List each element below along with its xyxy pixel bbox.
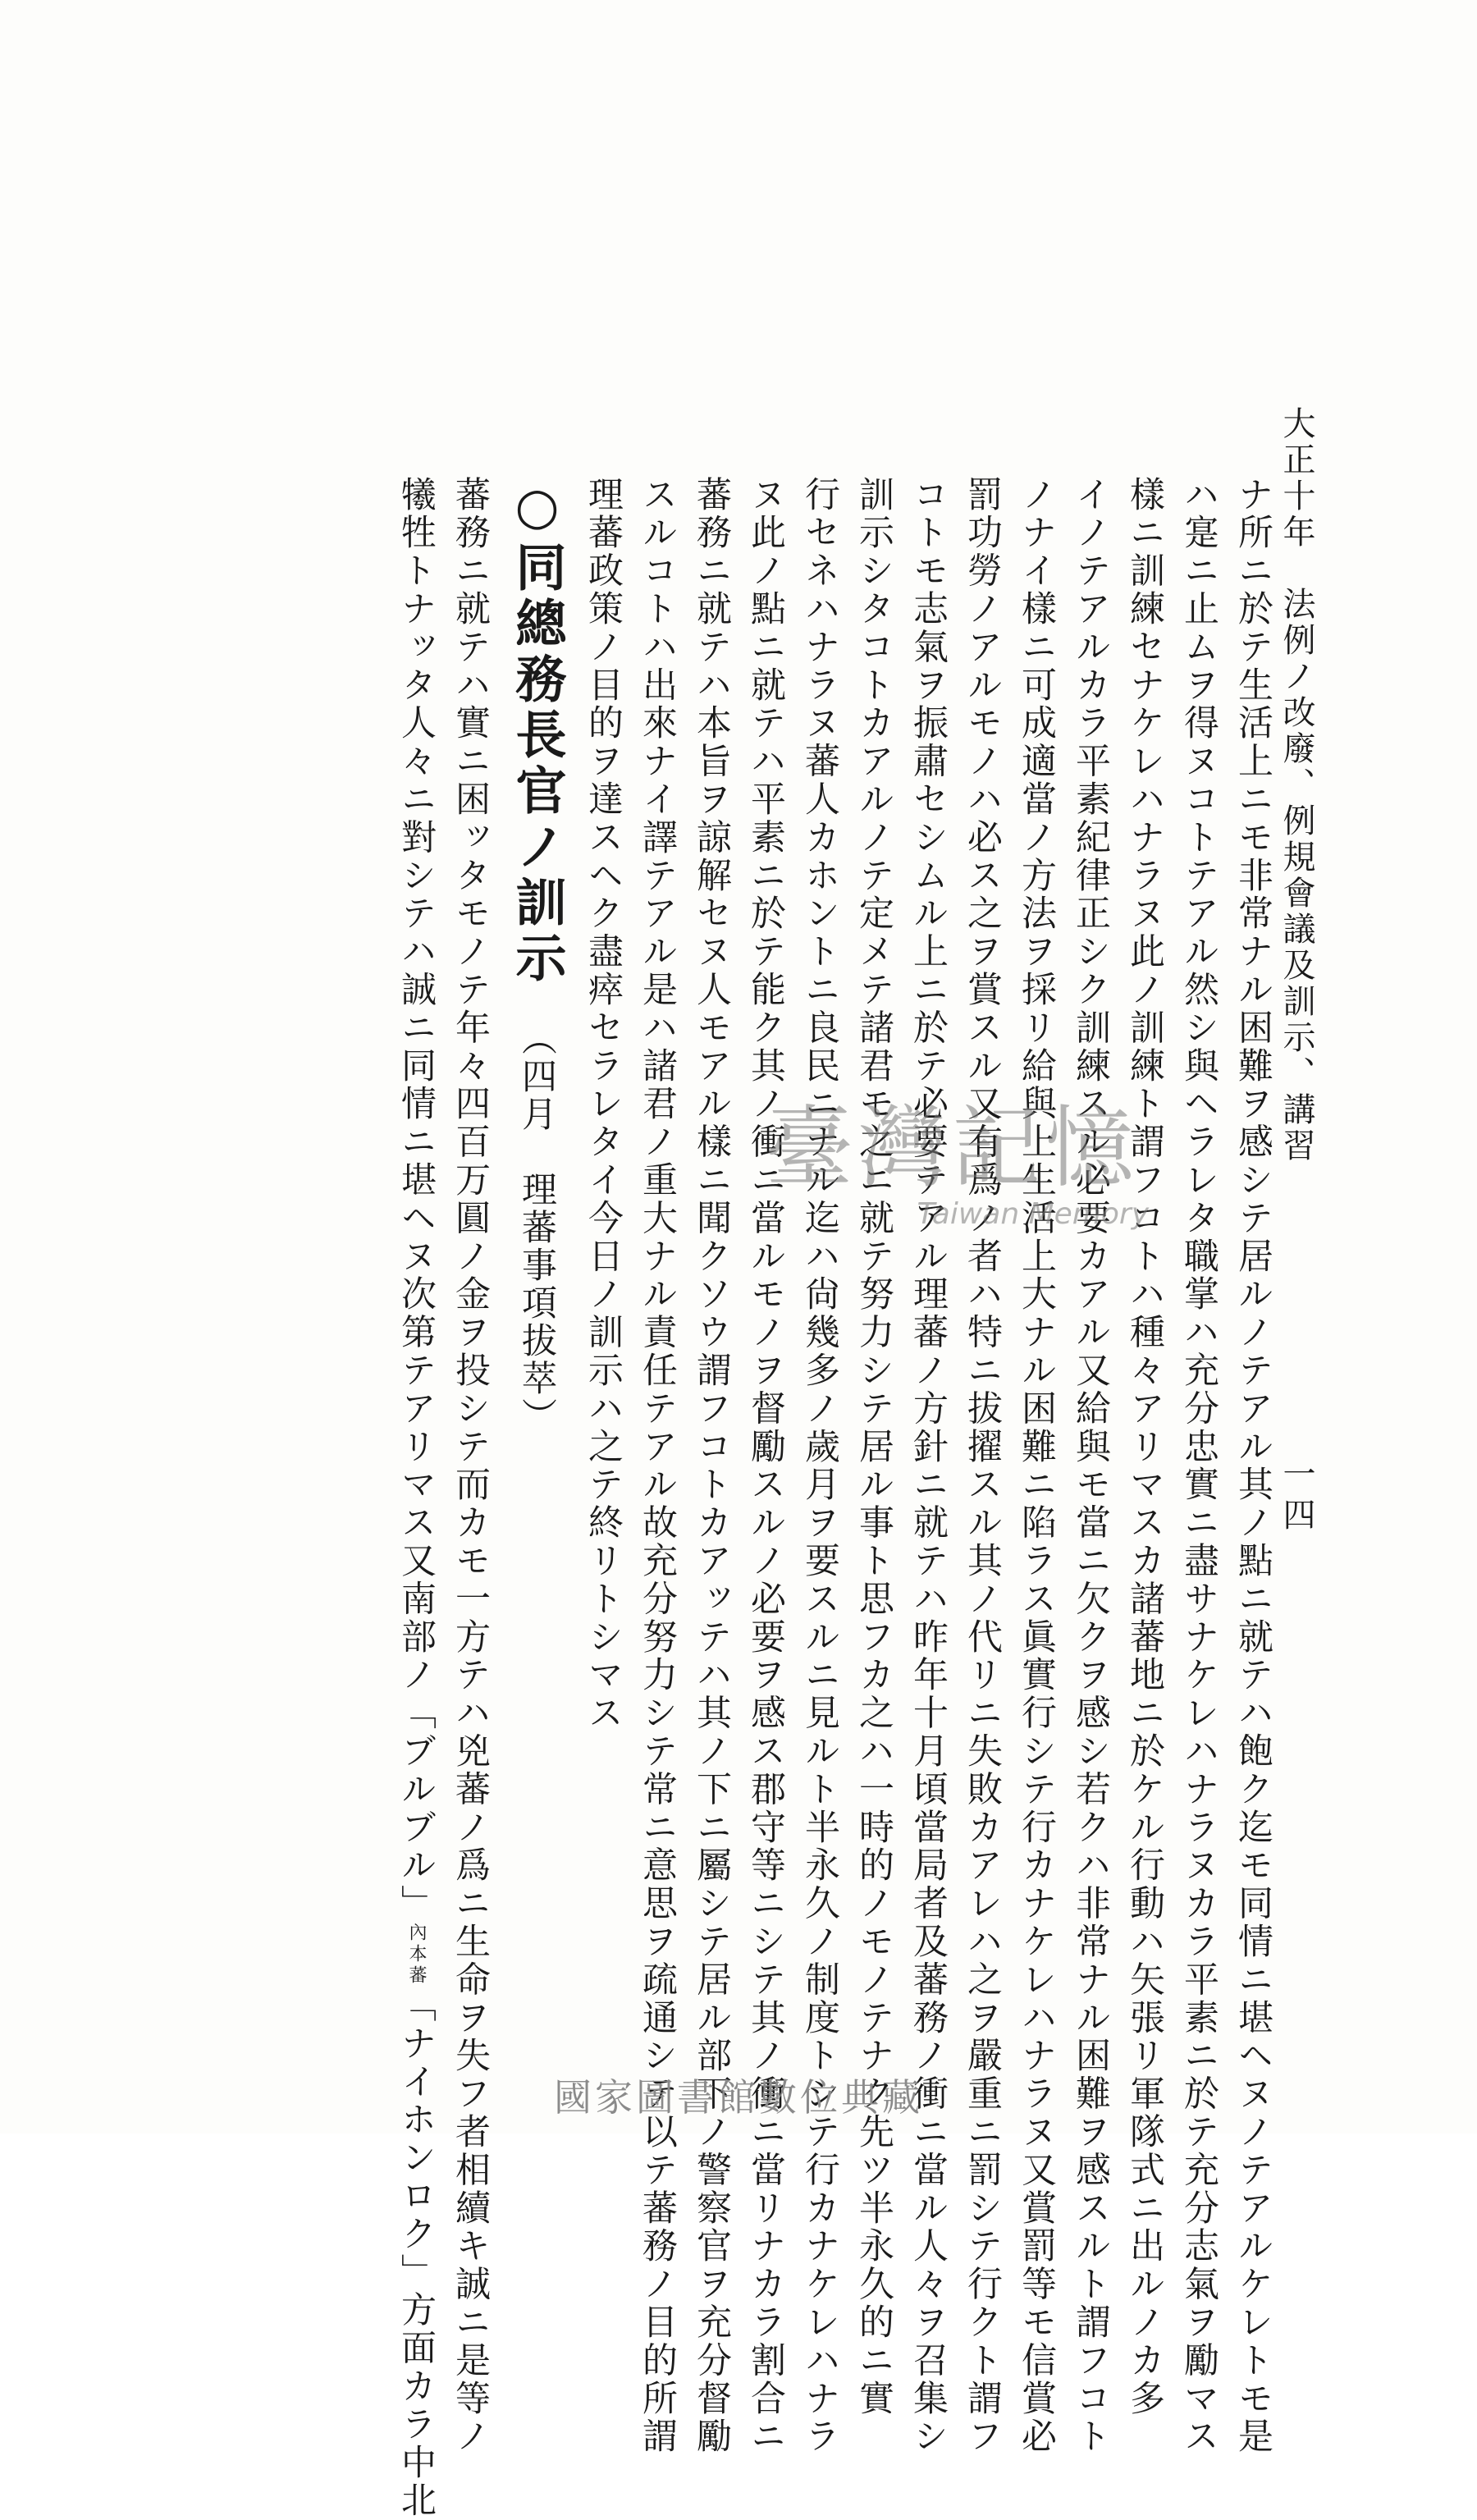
text-line: ヌ此ノ點ニ就テハ平素ニ於テ能ク其ノ衝ニ當ルモノヲ督勵スルノ必要ヲ感ス郡守等ニシテ其ノ衝ニ當リナカラ割合ニ <box>745 476 786 2456</box>
margin-note: 內本蕃 <box>406 1923 427 1987</box>
text-line: 訓示シタコトカアルノテ定メテ諸君モ之ニ就テ努力シテ居ル事ト思フカ之ハ一時的ノモノテナク先ツ半永久的ニ實 <box>853 476 894 2418</box>
text-line: コトモ志氣ヲ振肅セシムル上ニ於テ必要テアル理蕃ノ方針ニ就テハ昨年十月頃當局者及蕃務ノ衝ニ當ル人々ヲ召集シ <box>908 476 949 2456</box>
section-heading-note: （四月 理蕃事項拔萃） <box>516 1020 557 1435</box>
text-line: 理蕃政策ノ目的ヲ達スヘク盡瘁セラレタイ今日ノ訓示ハ之テ終リトシマス <box>583 476 624 1733</box>
text-line: ハ寔ニ止ムヲ得ヌコトテアル然シ與ヘラレタ職掌ハ充分忠實ニ盡サナケレハナラヌカラ平素ニ於テ充分志氣ヲ勵マス <box>1178 476 1219 2456</box>
text-line: 行セネハナラヌ蕃人カホントニ良民ニナル迄ハ尙幾多ノ歲月ヲ要スルニ見ルト半永久ノ制度トシテ行カナケレハナラ <box>799 476 840 2456</box>
text-line: スルコトハ出來ナイ譯テアル是ハ諸君ノ重大ナル責任テアル故充分努力シテ常ニ意思ヲ疏通シテ以テ蕃務ノ目的所謂 <box>637 476 678 2456</box>
watermark-main: 臺灣記憶 <box>764 1097 1139 1200</box>
text-line: 罰功勞ノアルモノハ必ス之ヲ賞スル又有爲ノ者ハ特ニ拔擢スル其ノ代リニ失敗カアレハ之ヲ嚴重ニ罰シテ行クト謂フ <box>962 476 1003 2456</box>
running-head: 大正十年 法例ノ改廢、例規會議及訓示、講習 <box>1278 406 1315 1164</box>
text-line: 蕃務ニ就テハ本旨ヲ諒解セヌ人モアル樣ニ聞クソウ謂フコトカアッテハ其ノ下ニ屬シテ居ル部下ノ警察官ヲ充分督勵 <box>691 476 732 2456</box>
text-line: ノナイ樣ニ可成適當ノ方法ヲ採リ給與上生活上大ナル困難ニ陷ラス眞實行シテ行カナケレハナラヌ又賞罰等モ信賞必 <box>1016 476 1057 2456</box>
watermark-sub: Taiwan Memory <box>917 1197 1149 1231</box>
watermark <box>722 1097 1182 1247</box>
text-line: イノテアルカラ平素紀律正シク訓練スル必要カアル又給與モ當ニ欠クヲ感シ若クハ非常ナル困難ヲ感スルト謂フコト <box>1070 476 1111 2456</box>
text-line: 犧牲トナッタ人々ニ對シテハ誠ニ同情ニ堪ヘヌ次第テアリマス又南部ノ「ブルブル」內本蕃「ナイホンロク」方面カラ中北 <box>396 476 437 2520</box>
text-line: 蕃務ニ就テハ實ニ困ッタモノテ年々四百万圓ノ金ヲ投シテ而カモ一方テハ兇蕃ノ爲ニ生命ヲ失フ者相續キ誠ニ是等ノ <box>450 476 491 2456</box>
page-number: 一四 <box>1278 1457 1315 1539</box>
footer-credit: 國家圖書館數位典藏 <box>554 2075 923 2120</box>
text-line: 樣ニ訓練セナケレハナラヌ此ノ訓練ト謂フコトハ種々アリマスカ諸蕃地ニ於ケル行動ハ矢張リ軍隊式ニ出ルノカ多 <box>1124 476 1165 2418</box>
section-heading-title: ○同總務長官ノ訓示 <box>507 476 567 987</box>
text-line: ナ所ニ於テ生活上ニモ非常ナル困難ヲ感シテ居ルノテアル其ノ點ニ就テハ飽ク迄モ同情ニ堪ヘヌノテアルケレトモ是 <box>1232 476 1274 2456</box>
section-heading <box>497 476 576 1994</box>
